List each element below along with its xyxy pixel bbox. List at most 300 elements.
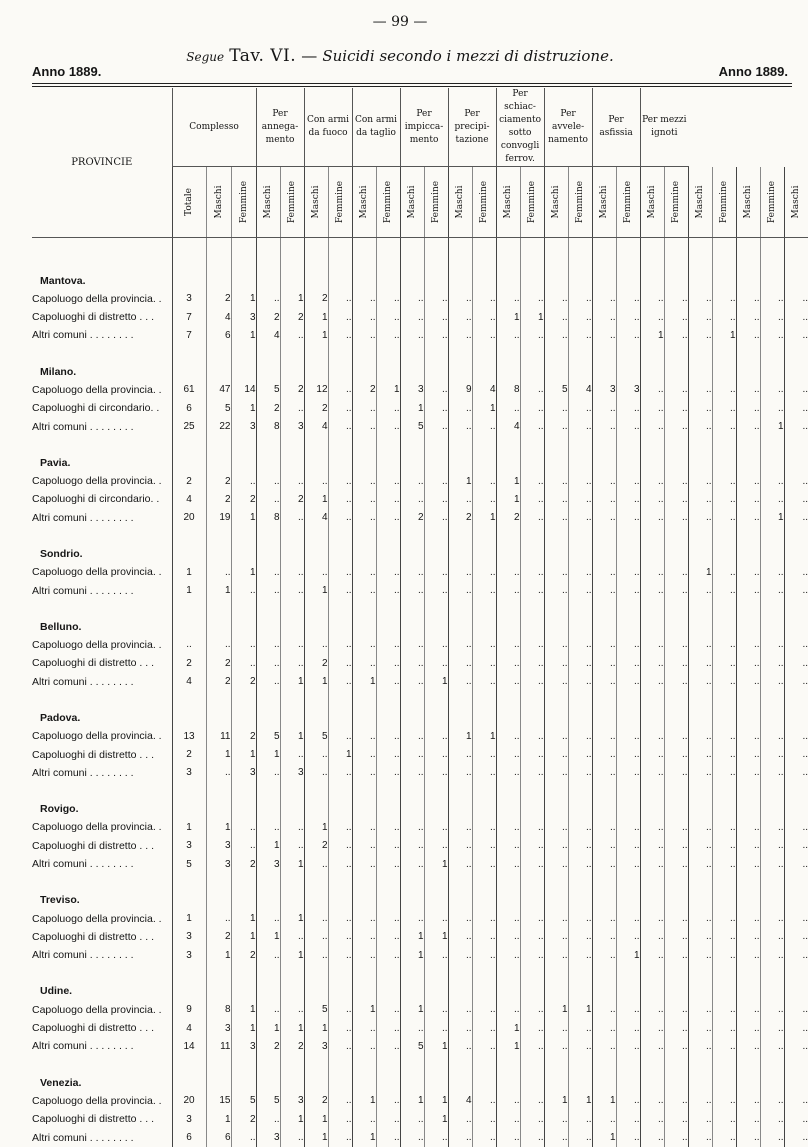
header-group-6: Per schiac- ciamento sotto convogli ferrov. — [496, 88, 544, 167]
cell-value: 2 — [206, 290, 231, 308]
cell-value: .. — [616, 326, 640, 344]
cell-value: .. — [520, 909, 544, 927]
cell-value: .. — [544, 673, 568, 691]
cell-value: 2 — [231, 946, 256, 964]
cell-value: 1 — [172, 563, 206, 581]
cell-value: .. — [544, 928, 568, 946]
cell-value: .. — [328, 1110, 352, 1128]
cell-value: .. — [784, 1128, 808, 1146]
cell-value: .. — [520, 490, 544, 508]
cell-value: .. — [712, 1000, 736, 1018]
cell-value: .. — [400, 581, 424, 599]
cell-value: .. — [304, 745, 328, 763]
cell-value: .. — [376, 818, 400, 836]
cell-value: .. — [664, 490, 688, 508]
cell-value: .. — [520, 399, 544, 417]
cell-value: .. — [496, 1128, 520, 1146]
cell-value: 14 — [231, 381, 256, 399]
cell-value: .. — [568, 326, 592, 344]
row-label: Capoluogo della provincia. . — [32, 638, 162, 651]
cell-value: 5 — [304, 1000, 328, 1018]
cell-value: .. — [568, 563, 592, 581]
cell-value: .. — [520, 654, 544, 672]
cell-value: .. — [448, 1128, 472, 1146]
cell-value: 2 — [400, 509, 424, 527]
cell-value: 47 — [206, 381, 231, 399]
cell-value: .. — [328, 654, 352, 672]
cell-value: .. — [784, 764, 808, 782]
cell-value: 1 — [376, 381, 400, 399]
subheader-femmine — [280, 167, 304, 238]
cell-value: .. — [616, 290, 640, 308]
province-section-header — [32, 600, 808, 636]
cell-value: 1 — [760, 509, 784, 527]
subheader-label: Femmine — [238, 180, 249, 224]
cell-value: .. — [400, 490, 424, 508]
cell-value: .. — [352, 946, 376, 964]
cell-value: 3 — [256, 1128, 280, 1146]
cell-value: 1 — [280, 1110, 304, 1128]
cell-value: .. — [568, 654, 592, 672]
cell-value: 3 — [172, 290, 206, 308]
cell-value: .. — [520, 928, 544, 946]
cell-value: 3 — [256, 855, 280, 873]
cell-value: .. — [424, 381, 448, 399]
cell-value: .. — [736, 946, 760, 964]
cell-value: .. — [256, 472, 280, 490]
cell-value: .. — [328, 837, 352, 855]
cell-value: .. — [664, 1037, 688, 1055]
cell-value: .. — [664, 417, 688, 435]
cell-value: .. — [712, 837, 736, 855]
province-section-header — [32, 254, 808, 290]
cell-value: .. — [784, 1110, 808, 1128]
cell-value: 2 — [256, 1037, 280, 1055]
cell-value: .. — [544, 1110, 568, 1128]
cell-value: .. — [640, 290, 664, 308]
cell-value: 1 — [592, 1092, 616, 1110]
cell-value: .. — [352, 326, 376, 344]
cell-value: .. — [616, 308, 640, 326]
cell-value: .. — [568, 417, 592, 435]
cell-value: 2 — [231, 673, 256, 691]
cell-value: 1 — [472, 509, 496, 527]
cell-value: 1 — [424, 673, 448, 691]
cell-value: 5 — [304, 727, 328, 745]
province-name: Mantova. — [40, 274, 86, 287]
cell-value: 2 — [280, 1037, 304, 1055]
cell-value: .. — [712, 1110, 736, 1128]
cell-value: .. — [352, 308, 376, 326]
cell-value: .. — [496, 399, 520, 417]
cell-value: .. — [256, 673, 280, 691]
cell-value: .. — [472, 490, 496, 508]
cell-value: 1 — [304, 581, 328, 599]
cell-value: .. — [736, 909, 760, 927]
cell-value: .. — [352, 290, 376, 308]
cell-value: .. — [376, 764, 400, 782]
province-name: Rovigo. — [40, 803, 79, 816]
cell-value: 1 — [206, 581, 231, 599]
cell-value: .. — [400, 290, 424, 308]
subheader-label: Maschi — [791, 185, 802, 219]
row-label: Capoluogo della provincia. . — [32, 292, 162, 305]
cell-value: .. — [568, 1110, 592, 1128]
cell-value: .. — [280, 563, 304, 581]
cell-value: .. — [736, 1110, 760, 1128]
cell-value: .. — [592, 509, 616, 527]
cell-value: .. — [616, 727, 640, 745]
cell-value: 1 — [352, 673, 376, 691]
cell-value: .. — [688, 509, 712, 527]
cell-value: .. — [568, 855, 592, 873]
cell-value: 1 — [472, 399, 496, 417]
cell-value: 3 — [231, 417, 256, 435]
row-label: Capoluogo della provincia. . — [32, 821, 162, 834]
cell-value: .. — [592, 490, 616, 508]
cell-value: .. — [760, 1092, 784, 1110]
cell-value: .. — [784, 472, 808, 490]
cell-value: .. — [640, 381, 664, 399]
cell-value: .. — [640, 509, 664, 527]
cell-value: .. — [256, 290, 280, 308]
cell-value: .. — [592, 837, 616, 855]
cell-value: .. — [352, 764, 376, 782]
cell-value: .. — [544, 417, 568, 435]
cell-value: .. — [376, 673, 400, 691]
cell-value: .. — [472, 563, 496, 581]
cell-value: .. — [568, 673, 592, 691]
cell-value: .. — [664, 818, 688, 836]
cell-value: .. — [376, 1000, 400, 1018]
cell-value: .. — [472, 1110, 496, 1128]
cell-value: .. — [304, 909, 328, 927]
header-group-3: Con armi da taglio — [352, 88, 400, 167]
cell-value: .. — [640, 399, 664, 417]
cell-value: .. — [400, 326, 424, 344]
cell-value: 25 — [172, 417, 206, 435]
subheader-maschi — [640, 167, 664, 238]
cell-value: 2 — [172, 472, 206, 490]
cell-value: .. — [496, 563, 520, 581]
cell-value: 3 — [280, 1092, 304, 1110]
cell-value: .. — [664, 837, 688, 855]
cell-value: .. — [688, 1037, 712, 1055]
cell-value: .. — [472, 837, 496, 855]
cell-value: .. — [352, 563, 376, 581]
cell-value: .. — [172, 636, 206, 654]
cell-value: .. — [376, 563, 400, 581]
cell-value: .. — [424, 818, 448, 836]
cell-value: 6 — [172, 1128, 206, 1146]
cell-value: 5 — [231, 1092, 256, 1110]
cell-value: 1 — [231, 1019, 256, 1037]
cell-value: .. — [664, 1092, 688, 1110]
cell-value: .. — [328, 818, 352, 836]
table-row — [32, 1128, 808, 1146]
cell-value: 4 — [172, 1019, 206, 1037]
cell-value: .. — [400, 563, 424, 581]
cell-value: 2 — [206, 654, 231, 672]
cell-value: .. — [712, 654, 736, 672]
cell-value: .. — [448, 1110, 472, 1128]
cell-value: 2 — [231, 855, 256, 873]
subheader-label: Femmine — [335, 180, 346, 224]
cell-value: .. — [472, 818, 496, 836]
cell-value: .. — [544, 745, 568, 763]
cell-value: 14 — [172, 1037, 206, 1055]
header-group-5: Per precipi- tazione — [448, 88, 496, 167]
cell-value: 1 — [592, 1128, 616, 1146]
row-label: Capoluoghi di distretto . . . — [32, 839, 154, 852]
cell-value: .. — [472, 764, 496, 782]
province-name: Udine. — [40, 985, 73, 998]
cell-value: .. — [640, 837, 664, 855]
cell-value: .. — [640, 581, 664, 599]
cell-value: .. — [328, 472, 352, 490]
cell-value: 1 — [304, 326, 328, 344]
cell-value: .. — [376, 581, 400, 599]
subheader-label: Femmine — [431, 180, 442, 224]
row-label: Capoluoghi di distretto . . . — [32, 748, 154, 761]
cell-value: .. — [736, 636, 760, 654]
cell-value: .. — [760, 855, 784, 873]
cell-value: .. — [592, 745, 616, 763]
cell-value: 1 — [496, 490, 520, 508]
cell-value: .. — [712, 1092, 736, 1110]
header-group-4: Per impicca- mento — [400, 88, 448, 167]
province-section-header — [32, 345, 808, 381]
cell-value: .. — [520, 745, 544, 763]
cell-value: .. — [640, 946, 664, 964]
cell-value: .. — [544, 837, 568, 855]
cell-value: .. — [328, 399, 352, 417]
cell-value: .. — [448, 837, 472, 855]
cell-value: .. — [760, 399, 784, 417]
cell-value: .. — [736, 1019, 760, 1037]
cell-value: 5 — [256, 727, 280, 745]
cell-value: 2 — [206, 490, 231, 508]
cell-value: .. — [448, 909, 472, 927]
cell-value: .. — [352, 1110, 376, 1128]
province-name: Belluno. — [40, 620, 82, 633]
cell-value: .. — [352, 1037, 376, 1055]
cell-value: .. — [592, 472, 616, 490]
cell-value: .. — [664, 727, 688, 745]
cell-value: 15 — [206, 1092, 231, 1110]
cell-value: 3 — [172, 1110, 206, 1128]
cell-value: .. — [664, 946, 688, 964]
cell-value: .. — [616, 654, 640, 672]
cell-value: .. — [256, 490, 280, 508]
cell-value: .. — [448, 1019, 472, 1037]
cell-value: 1 — [352, 1000, 376, 1018]
cell-value: 1 — [256, 745, 280, 763]
cell-value: .. — [496, 1092, 520, 1110]
cell-value: 1 — [400, 928, 424, 946]
cell-value: .. — [472, 928, 496, 946]
province-section-header — [32, 964, 808, 1000]
cell-value: 3 — [172, 837, 206, 855]
cell-value: 1 — [304, 818, 328, 836]
cell-value: .. — [688, 909, 712, 927]
cell-value: .. — [712, 855, 736, 873]
cell-value: 1 — [400, 1000, 424, 1018]
cell-value: .. — [712, 1037, 736, 1055]
subheader-label: Femmine — [383, 180, 394, 224]
cell-value: .. — [280, 818, 304, 836]
subheader-femmine — [231, 167, 256, 238]
cell-value: .. — [280, 837, 304, 855]
cell-value: .. — [448, 654, 472, 672]
cell-value: .. — [712, 909, 736, 927]
cell-value: 8 — [206, 1000, 231, 1018]
cell-value: .. — [760, 818, 784, 836]
cell-value: .. — [520, 946, 544, 964]
row-label: Capoluogo della provincia. . — [32, 566, 162, 579]
cell-value: 1 — [206, 745, 231, 763]
cell-value: .. — [400, 472, 424, 490]
subheader-maschi — [592, 167, 616, 238]
cell-value: .. — [376, 636, 400, 654]
cell-value: .. — [736, 417, 760, 435]
cell-value: .. — [760, 1037, 784, 1055]
cell-value: 1 — [280, 1019, 304, 1037]
row-label: Altri comuni . . . . . . . . — [32, 511, 134, 524]
cell-value: 1 — [544, 1092, 568, 1110]
subheader-maschi — [688, 167, 712, 238]
cell-value: .. — [496, 909, 520, 927]
cell-value: 1 — [424, 1037, 448, 1055]
row-label: Capoluoghi di distretto . . . — [32, 1022, 154, 1035]
subheader-label: Maschi — [311, 185, 322, 219]
cell-value: .. — [688, 764, 712, 782]
subheader-femmine — [616, 167, 640, 238]
cell-value: .. — [592, 1110, 616, 1128]
cell-value: .. — [496, 745, 520, 763]
cell-value: .. — [544, 1037, 568, 1055]
cell-value: .. — [424, 326, 448, 344]
cell-value: .. — [376, 290, 400, 308]
cell-value: .. — [280, 509, 304, 527]
row-label: Capoluoghi di distretto . . . — [32, 657, 154, 670]
cell-value: .. — [472, 745, 496, 763]
cell-value: .. — [448, 1000, 472, 1018]
cell-value: .. — [640, 490, 664, 508]
cell-value: .. — [352, 399, 376, 417]
cell-value: .. — [736, 673, 760, 691]
cell-value: .. — [784, 381, 808, 399]
cell-value: .. — [352, 727, 376, 745]
subheader-maschi — [206, 167, 231, 238]
subheader-maschi — [784, 167, 808, 238]
cell-value: .. — [688, 1110, 712, 1128]
cell-value: .. — [712, 818, 736, 836]
cell-value: .. — [616, 1128, 640, 1146]
table-row — [32, 581, 808, 599]
cell-value: .. — [304, 764, 328, 782]
cell-value: .. — [592, 855, 616, 873]
header-group-1: Per annega- mento — [256, 88, 304, 167]
cell-value: .. — [352, 472, 376, 490]
subheader-maschi — [496, 167, 520, 238]
row-label: Altri comuni . . . . . . . . — [32, 675, 134, 688]
header-rule-bottom — [32, 86, 792, 87]
cell-value: .. — [568, 818, 592, 836]
cell-value: .. — [760, 727, 784, 745]
subheader-label: Maschi — [263, 185, 274, 219]
table-row — [32, 1110, 808, 1128]
cell-value: 1 — [568, 1000, 592, 1018]
province-name: Sondrio. — [40, 548, 83, 561]
cell-value: 3 — [172, 946, 206, 964]
cell-value: .. — [400, 654, 424, 672]
cell-value: .. — [784, 1037, 808, 1055]
title-segue: Segue — [186, 50, 225, 64]
cell-value: .. — [231, 636, 256, 654]
cell-value: .. — [424, 727, 448, 745]
cell-value: 2 — [352, 381, 376, 399]
row-label: Capoluogo della provincia. . — [32, 912, 162, 925]
cell-value: .. — [376, 654, 400, 672]
cell-value: .. — [616, 1000, 640, 1018]
cell-value: .. — [688, 1019, 712, 1037]
cell-value: 1 — [688, 563, 712, 581]
cell-value: .. — [664, 472, 688, 490]
cell-value: .. — [448, 290, 472, 308]
cell-value: .. — [400, 909, 424, 927]
cell-value: .. — [592, 563, 616, 581]
cell-value: .. — [568, 509, 592, 527]
cell-value: .. — [544, 581, 568, 599]
cell-value: .. — [760, 581, 784, 599]
cell-value: .. — [376, 855, 400, 873]
cell-value: .. — [424, 563, 448, 581]
cell-value: .. — [544, 308, 568, 326]
cell-value: 7 — [172, 308, 206, 326]
cell-value: 1 — [280, 946, 304, 964]
cell-value: .. — [496, 855, 520, 873]
cell-value: .. — [640, 745, 664, 763]
cell-value: 1 — [304, 1019, 328, 1037]
table-row — [32, 326, 808, 344]
cell-value: .. — [544, 326, 568, 344]
subheader-femmine — [520, 167, 544, 238]
cell-value: .. — [424, 837, 448, 855]
cell-value: 2 — [231, 1110, 256, 1128]
title-subtitle: Suicidi secondo i mezzi di distruzione. — [322, 47, 614, 65]
cell-value: .. — [688, 472, 712, 490]
table-row — [32, 837, 808, 855]
cell-value: .. — [472, 417, 496, 435]
header-provincie: PROVINCIE — [32, 88, 172, 238]
cell-value: .. — [712, 490, 736, 508]
row-label: Capoluoghi di circondario. . — [32, 402, 160, 415]
cell-value: .. — [206, 764, 231, 782]
cell-value: .. — [640, 1092, 664, 1110]
cell-value: .. — [544, 490, 568, 508]
cell-value: 1 — [206, 1110, 231, 1128]
cell-value: .. — [496, 1110, 520, 1128]
subheader-maschi — [544, 167, 568, 238]
cell-value: .. — [688, 837, 712, 855]
cell-value: .. — [448, 764, 472, 782]
cell-value: .. — [376, 490, 400, 508]
cell-value: .. — [664, 745, 688, 763]
cell-value: .. — [520, 381, 544, 399]
cell-value: .. — [280, 654, 304, 672]
cell-value: .. — [280, 399, 304, 417]
